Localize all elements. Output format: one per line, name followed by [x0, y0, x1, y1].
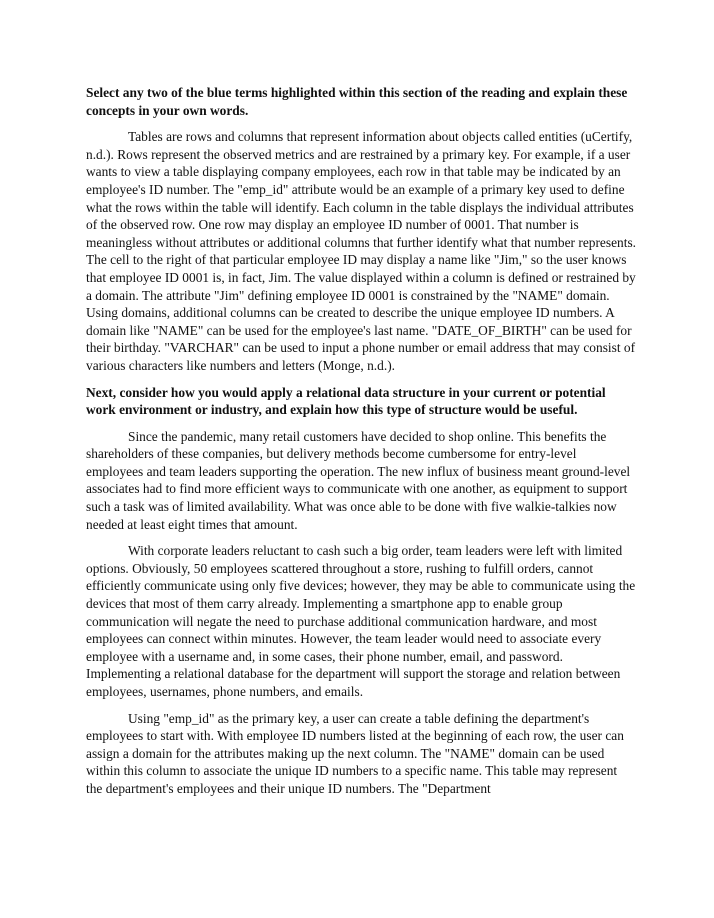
- question-heading-1: Select any two of the blue terms highlighted within this section of the reading and explain these concepts in your own words.: [86, 85, 628, 118]
- document-page: [86, 84, 636, 807]
- answer-paragraph-1: Tables are rows and columns that represent information about objects called entities (uCertify, n.d.). Rows represent the observed metrics and are restrained by a primary key. For example, if a user wants to view a table displaying company employees, each row in that table may be indicated by an employee's ID number. The "emp_id" attribute would be an example of a primary key used to define what the rows within the table will identify. Each column in the table displays the individual attributes of the observed row. One row may display an employee ID number of 0001. That number is meaningless without attributes or additional columns that further identify what that number represents. The cell to the right of that particular employee ID may display a name like "Jim," so the user knows that employee ID 0001 is, in fact, Jim. The value displayed within a column is defined or restrained by a domain. The attribute "Jim" defining employee ID 0001 is constrained by the "NAME" domain. Using domains, additional columns can be created to describe the unique employee ID numbers. A domain like "NAME" can be used for the employee's last name. "DATE_OF_BIRTH" can be used for their birthday. "VARCHAR" can be used to input a phone number or email address that may consist of various characters like numbers and letters (Monge, n.d.).: [86, 129, 636, 373]
- question-heading-2: Next, consider how you would apply a relational data structure in your current or potential work environment or industry, and explain how this type of structure would be useful.: [86, 384, 606, 418]
- answer-paragraph-4: Using "emp_id" as the primary key, a user can create a table defining the department's employees to start with. With employee ID numbers listed at the beginning of each row, the user can assign a domain for the attributes making up the next column. The "NAME" domain can be used within this column to associate the unique ID numbers to a specific name. This table may represent the department's employees and their unique ID numbers. The "Department: [86, 710, 624, 796]
- answer-paragraph-3: With corporate leaders reluctant to cash such a big order, team leaders were left with limited options. Obviously, 50 employees scattered throughout a store, rushing to fulfill orders, cannot efficiently communicate using only five devices; however, they may be able to communicate using the devices that most of them carry already. Implementing a smartphone app to enable group communication will negate the need to purchase additional communication hardware, and most employees can connect within minutes. However, the team leader would need to associate every employee with a username and, in some cases, their phone number, email, and password. Implementing a relational database for the department will support the storage and relation between employees, usernames, phone numbers, and emails.: [86, 543, 636, 699]
- answer-paragraph-2: Since the pandemic, many retail customers have decided to shop online. This benefits the shareholders of these companies, but delivery methods become cumbersome for entry-level employees and team leaders supporting the operation. The new influx of business meant ground-level associates had to find more efficient ways to communicate with one another, as equipment to support such a task was of limited availability. What was once able to be done with five walkie-talkies now needed at least eight times that amount.: [86, 428, 631, 532]
